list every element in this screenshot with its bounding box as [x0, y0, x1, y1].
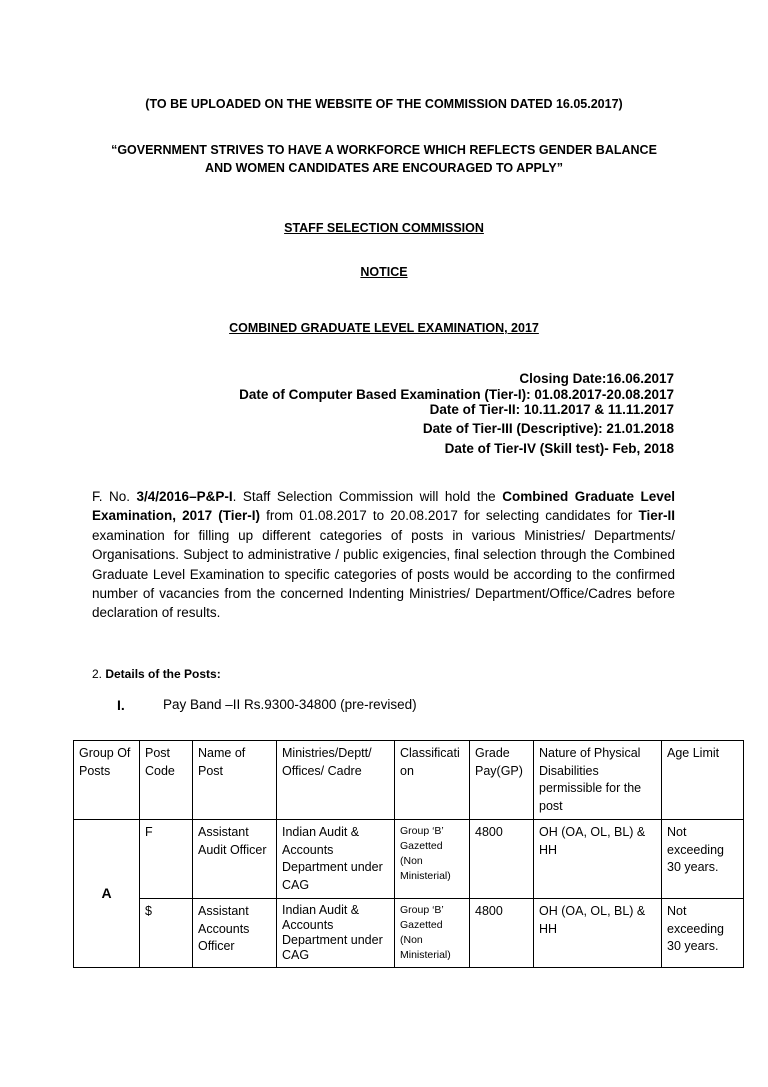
- header-age: Age Limit: [662, 741, 744, 820]
- ministry-cell: Indian Audit & Accounts Department under CAG: [277, 899, 395, 968]
- age-limit-cell: Not exceeding 30 years.: [662, 820, 744, 899]
- intro-text-1: . Staff Selection Commission will hold the: [232, 489, 503, 504]
- age-limit-cell: Not exceeding 30 years.: [662, 899, 744, 968]
- slogan-line-2: AND WOMEN CANDIDATES ARE ENCOURAGED TO APPLY”: [205, 161, 563, 175]
- grade-pay-cell: 4800: [470, 899, 534, 968]
- intro-text-3: examination for filling up different categories of posts in various Ministries/ Departments/ Organisations. Subject to administrative / public exigencies, final selection through the Combined Graduate Level Examination to specific categories of posts would be according to the confirmed number of vacancies from the concerned Indenting Ministries/ Department/Office/Cadres before declaration of results.: [92, 527, 675, 621]
- table-header-row: [74, 741, 744, 820]
- intro-prefix: F. No.: [92, 489, 137, 504]
- closing-date: Closing Date:16.06.2017: [519, 371, 674, 386]
- intro-paragraph: [92, 487, 675, 623]
- section-2-heading: [92, 667, 221, 681]
- disabilities-cell: OH (OA, OL, BL) & HH: [534, 899, 662, 968]
- grade-pay-cell: 4800: [470, 820, 534, 899]
- post-code-cell: F: [140, 820, 193, 899]
- post-code-cell: $: [140, 899, 193, 968]
- header-post-code: Post Code: [140, 741, 193, 820]
- pay-band-text: Pay Band –II Rs.9300-34800 (pre-revised): [163, 697, 417, 712]
- header-name: Name of Post: [193, 741, 277, 820]
- tier4-date: Date of Tier-IV (Skill test)- Feb, 2018: [444, 441, 674, 456]
- tier2-date: Date of Tier-II: 10.11.2017 & 11.11.2017: [429, 402, 674, 417]
- classification-cell: Group ‘B’ Gazetted (Non Ministerial): [395, 899, 470, 968]
- ministry-cell: Indian Audit & Accounts Department under CAG: [277, 820, 395, 899]
- intro-text-2: from 01.08.2017 to 20.08.2017 for selecting candidates for: [260, 508, 639, 524]
- table-row: [74, 820, 744, 899]
- section-2-number: 2.: [92, 667, 106, 681]
- posts-table: [73, 740, 744, 968]
- upload-note: (TO BE UPLOADED ON THE WEBSITE OF THE COMMISSION DATED 16.05.2017): [145, 97, 623, 111]
- header-ministry: Ministries/Deptt/ Offices/ Cadre: [277, 741, 395, 820]
- tier2-label: Tier-II: [638, 508, 675, 524]
- exam-title: COMBINED GRADUATE LEVEL EXAMINATION, 2017: [229, 321, 539, 335]
- exam-name: Combined Graduate Level Examination, 2017 (Tier-I): [92, 489, 675, 524]
- file-number: 3/4/2016–P&P-I: [136, 489, 233, 504]
- post-name-cell: Assistant Accounts Officer: [193, 899, 277, 968]
- pay-band-numeral: I.: [117, 697, 125, 713]
- header-group: Group Of Posts: [74, 741, 140, 820]
- section-2-title: Details of the Posts:: [105, 667, 221, 681]
- slogan-line-1: “GOVERNMENT STRIVES TO HAVE A WORKFORCE WHICH REFLECTS GENDER BALANCE: [111, 143, 657, 157]
- post-name-cell: Assistant Audit Officer: [193, 820, 277, 899]
- classification-cell: Group ‘B’ Gazetted (Non Ministerial): [395, 820, 470, 899]
- tier3-date: Date of Tier-III (Descriptive): 21.01.2018: [422, 421, 674, 436]
- header-classification: Classification: [395, 741, 470, 820]
- table-row: [74, 899, 744, 968]
- notice-heading: NOTICE: [360, 265, 408, 279]
- tier1-date: Date of Computer Based Examination (Tier-I): 01.08.2017-20.08.2017: [239, 387, 674, 402]
- header-disabilities: Nature of Physical Disabilities permissible for the post: [534, 741, 662, 820]
- organization-title: STAFF SELECTION COMMISSION: [284, 221, 484, 235]
- disabilities-cell: OH (OA, OL, BL) & HH: [534, 820, 662, 899]
- header-grade-pay: Grade Pay(GP): [470, 741, 534, 820]
- group-cell: A: [74, 820, 140, 968]
